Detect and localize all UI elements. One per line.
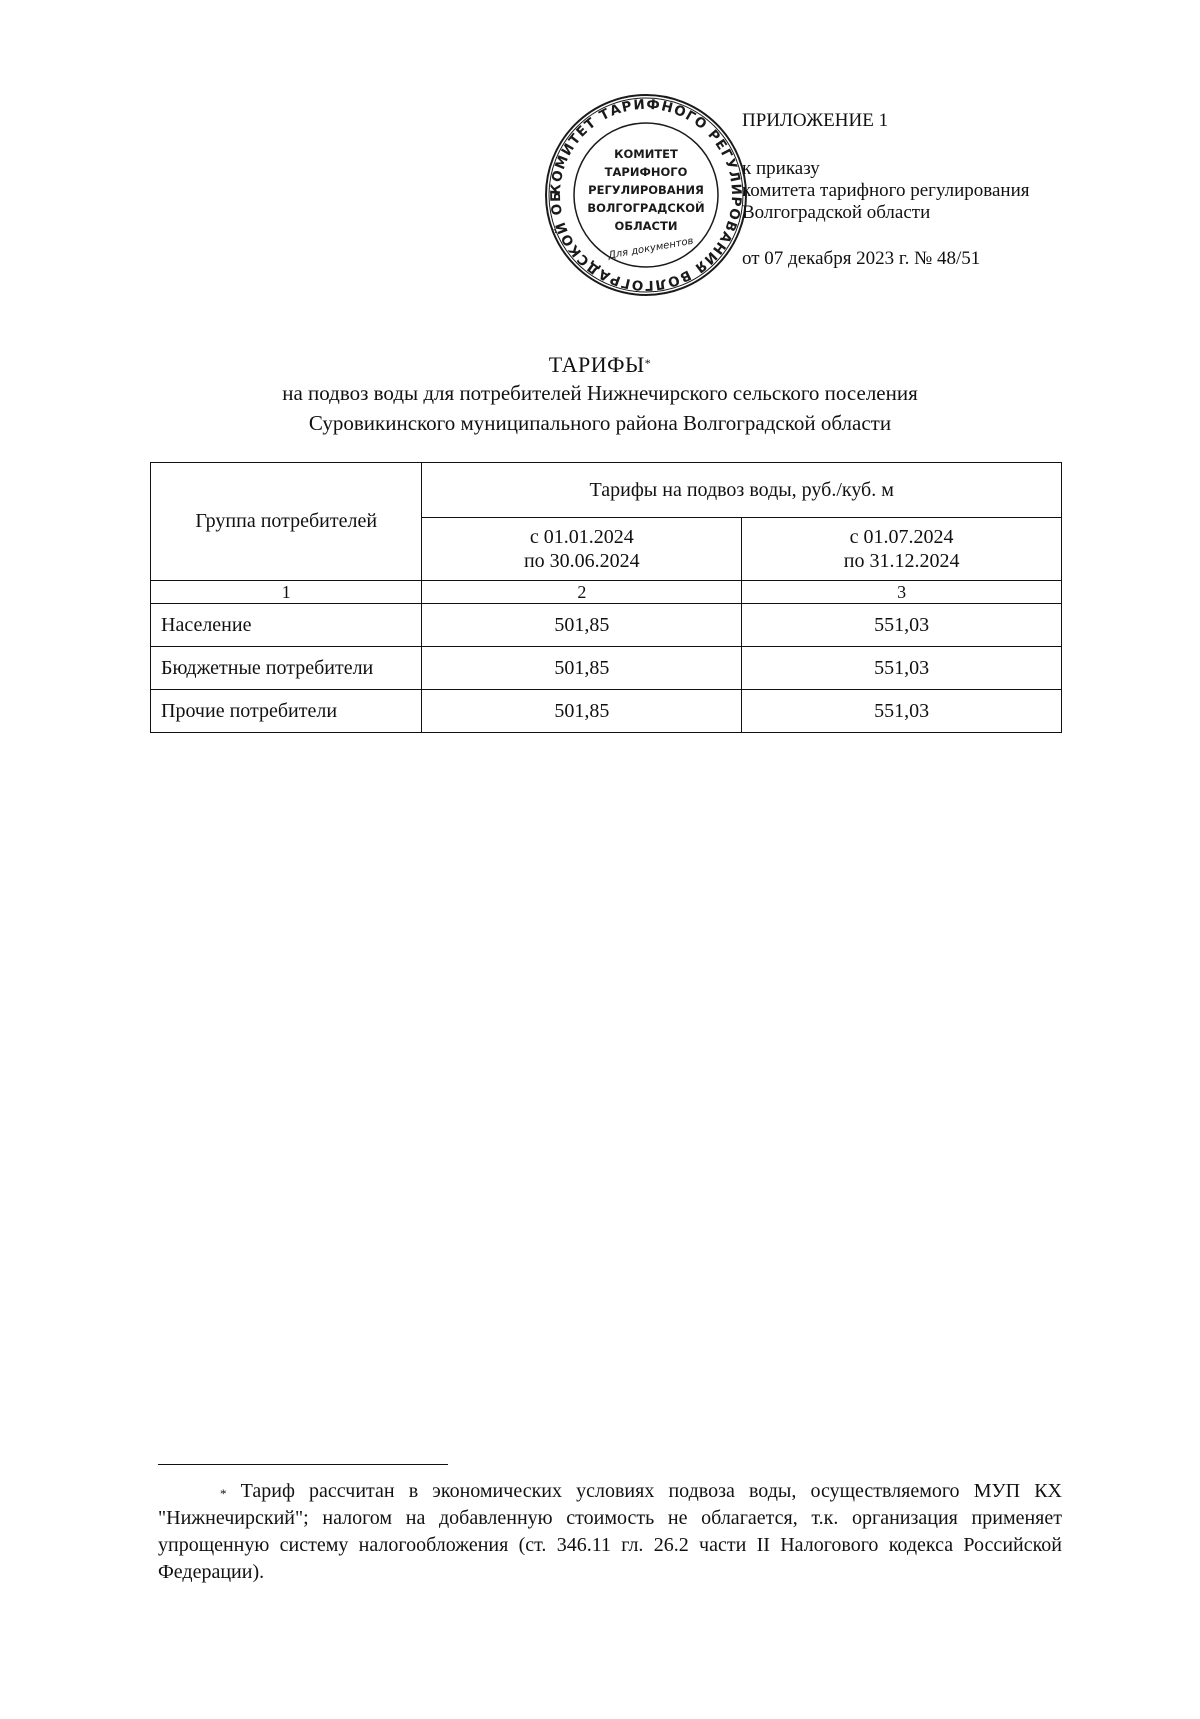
title-text: ТАРИФЫ: [548, 352, 645, 377]
row-group-label: Прочие потребители: [151, 690, 422, 733]
footnote-divider: [158, 1464, 448, 1465]
header-period-1: [422, 518, 742, 581]
appendix-committee-line: комитета тарифного регулирования: [742, 180, 1030, 201]
appendix-title: ПРИЛОЖЕНИЕ 1: [742, 110, 889, 131]
header-period-2: [742, 518, 1062, 581]
header-consumer-group: Группа потребителей: [151, 463, 422, 581]
stamp-outer-text: КОМИТЕТ ТАРИФНОГО РЕГУЛИРОВАНИЯ ВОЛГОГРАДСКОЙ ОБ: [547, 96, 745, 294]
row-tariff-period-1: 501,85: [422, 604, 742, 647]
stamp-seal-icon: [543, 92, 749, 298]
column-number: 3: [742, 581, 1062, 604]
row-tariff-period-2: 551,03: [742, 690, 1062, 733]
stamp-center-line: ОБЛАСТИ: [614, 219, 678, 233]
period-2-from: с 01.07.2024: [849, 526, 954, 548]
header-tariff: Тарифы на подвоз воды, руб./куб. м: [422, 463, 1062, 518]
heading-block: [0, 352, 1200, 438]
footnote-text: Тариф рассчитан в экономических условиях подвоза воды, осуществляемого МУП КХ "Нижнечирский"; налогом на добавленную стоимость не облагается, т.к. организация применяет упрощенную систему налогообложения (ст. 346.11 гл. 26.2 части II Налогового кодекса Российской Федерации).: [158, 1480, 1062, 1583]
stamp-center-line: ВОЛГОГРАДСКОЙ: [587, 201, 705, 215]
period-1-to: по 30.06.2024: [523, 550, 640, 572]
table-row: [151, 690, 1062, 733]
period-2-to: по 31.12.2024: [843, 550, 960, 572]
row-tariff-period-2: 551,03: [742, 604, 1062, 647]
subtitle-line: на подвоз воды для потребителей Нижнечирского сельского поселения: [282, 381, 918, 405]
row-group-label: Население: [151, 604, 422, 647]
period-1-from: с 01.01.2024: [529, 526, 634, 548]
footnote-mark: *: [220, 1486, 227, 1501]
stamp-center-line: РЕГУЛИРОВАНИЯ: [588, 183, 704, 197]
footnote: [158, 1478, 1062, 1586]
appendix-region-line: Волгоградской области: [742, 202, 931, 223]
appendix-date-line: от 07 декабря 2023 г. № 48/51: [742, 248, 981, 269]
table-row: [151, 604, 1062, 647]
stamp-center-line: ТАРИФНОГО: [604, 165, 688, 179]
stamp-center-line: КОМИТЕТ: [614, 147, 678, 161]
column-number: 2: [422, 581, 742, 604]
row-group-label: Бюджетные потребители: [151, 647, 422, 690]
appendix-block: [742, 110, 1142, 270]
table-row: [151, 647, 1062, 690]
stamp-bottom-text: Для документов: [607, 235, 695, 262]
page-title: [0, 352, 1200, 378]
row-tariff-period-1: 501,85: [422, 647, 742, 690]
appendix-order-line: к приказу: [742, 158, 820, 179]
official-stamp: [543, 92, 749, 298]
title-footnote-mark: *: [644, 356, 652, 370]
row-tariff-period-1: 501,85: [422, 690, 742, 733]
subtitle-line: Суровикинского муниципального района Волгоградской области: [308, 411, 892, 435]
row-tariff-period-2: 551,03: [742, 647, 1062, 690]
column-number: 1: [151, 581, 422, 604]
tariff-table: [150, 462, 1062, 733]
